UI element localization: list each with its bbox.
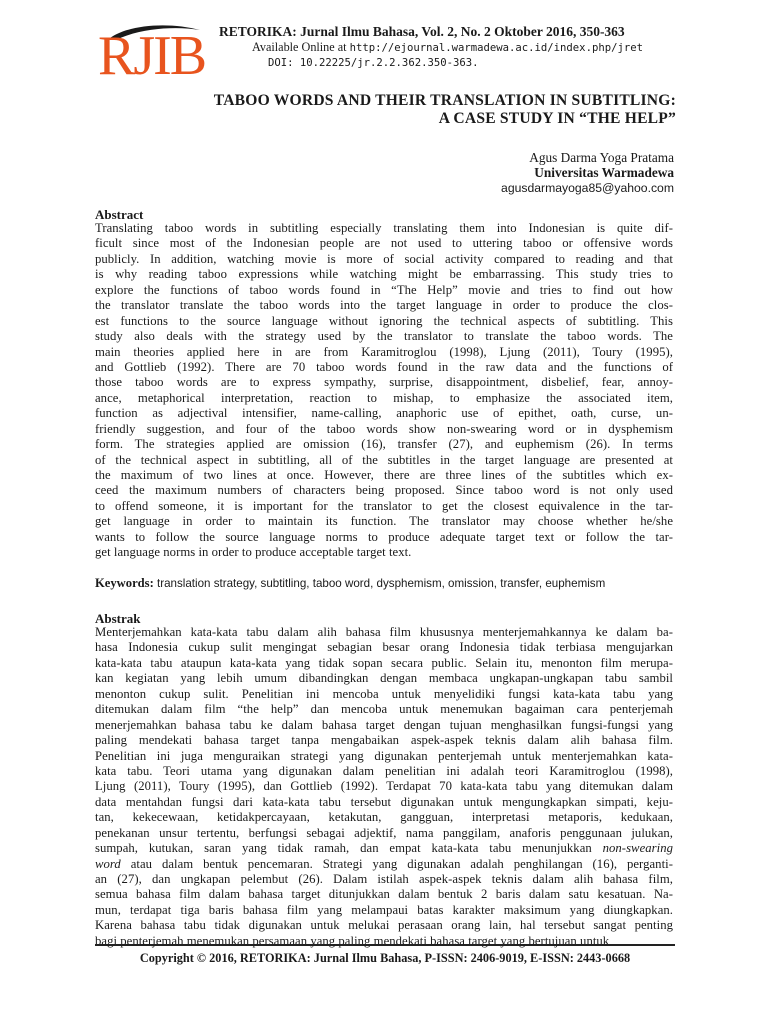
abstract-line: est functions to the source language without ignoring the technical aspects of subtitling. This [95,313,673,328]
abstract-line: get language in order to maintain its function. The translator may choose whether he/she [95,514,673,529]
abstract-line: those taboo words are to express sympathy, surprise, disappointment, disbelief, fear, annoy- [95,375,673,390]
doi-text[interactable]: DOI: 10.22225/jr.2.2.362.350-363. [268,57,479,69]
abstract-line: wants to follow the source language norms to produce adequate target text or follow the tar- [95,529,673,544]
abstrak-line: menerjemahkan bahasa tabu ke dalam bahasa target dengan tujuan menghasilkan fungsi-fungsi yang [95,717,673,732]
abstract-line: main theories applied here in are from Karamitroglou (1998), Ljung (2011), Toury (1995), [95,344,673,359]
abstrak-line: menonton cukup sulit. Penelitian ini mencoba untuk menyelidiki fungsi kata-kata tabu yang [95,686,673,701]
abstract-line: ficult since most of the Indonesian people are not used to uttering taboo or offensive words [95,236,673,251]
abstrak-line: kata tabu. Teori utama yang digunakan dalam penelitian ini adalah teori Karamitroglou (1998), [95,763,673,778]
abstract-line: form. The strategies applied are omission (16), transfer (27), and euphemism (26). In terms [95,437,673,452]
abstract-heading: Abstract [95,207,144,222]
journal-logo [96,16,210,92]
abstract-line: ceed the maximum numbers of characters being proposed. Since taboo word is not only used [95,483,673,498]
abstrak-body [95,625,673,949]
abstract-line: to offend someone, it is important for the translator to get the closest equivalence in the tar- [95,498,673,513]
abstrak-line: an (27), dan ungkapan pelembut (26). Dalam istilah aspek-aspek teknis dalam alih bahasa film, [95,872,673,886]
logo-text: RJIB [98,25,206,87]
abstrak-line: Menterjemahkan kata-kata tabu dalam alih bahasa film khususnya menterjemahkannya ke dalam ba- [95,625,673,639]
abstrak-line: data mentahdan fungsi dari kata-kata tabu tersebut digunakan untuk mengungkapkan simpati, keju- [95,794,673,809]
abstract-line: publicly. In addition, watching movie is more of social activity compared to reading and that [95,251,673,266]
abstrak-line: bagi penterjemah menemukan persamaan yang paling mendekati bahasa target yang bertujuan untuk [95,933,610,948]
abstrak-line: kan kegiatan yang lebih umum dibandingkan dengan membaca ungkapan-ungkapan tabu sambil [95,671,673,686]
abstrak-line: Penelitian ini juga menguraikan strategi yang digunakan penterjemah untuk menterjemahkan kata- [95,748,673,763]
abstract-line: friendly suggestion, and four of the taboo words show non-swearing word or in dysphemism [95,421,673,436]
keywords-text: translation strategy, subtitling, taboo word, dysphemism, omission, transfer, euphemism [153,577,606,590]
abstrak-line: kata-kata tabu ataupun kata-kata yang tidak sopan secara public. Selain itu, menonton film merupa- [95,655,673,670]
abstrak-line: penekanan unsur tertentu, berfungsi sebagai adjektif, nama panggilam, anaforis penggunaan julukan, [95,825,673,840]
copyright-line: Copyright © 2016, RETORIKA: Jurnal Ilmu Bahasa, P-ISSN: 2406-9019, E-ISSN: 2443-0668 [139,951,631,965]
abstract-line: function as adjectival intensifier, name-calling, anaphoric use of epithet, oath, curse, un- [95,406,673,421]
author-affiliation: Universitas Warmadewa [534,165,674,180]
footer-rule [95,944,675,946]
available-online [252,40,652,56]
abstrak-line: word atau dalam bentuk pencemaran. Strategi yang digunakan adalah penghilangan (16), perganti- [95,856,673,871]
abstrak-line: mun, terdapat tiga baris bahasa film yang melampaui batas karakter maksimum yang diungkapkan. [95,902,673,917]
abstract-line: explore the functions of taboo words found in “The Help” movie and tries to find out how [95,282,673,297]
abstrak-line: paling mendekati bahasa target tanpa mengabaikan aspek-aspek teknis dalam alih bahasa film. [95,733,673,748]
abstract-line: get language norms in order to produce acceptable target text. [95,545,412,560]
abstrak-line: sumpah, kutukan, saran yang tidak ramah, dan empat kata-kata tabu menunjukkan non-swearing [95,841,673,856]
keywords-label: Keywords: [95,576,154,590]
keywords-line [95,576,673,591]
available-prefix: Available Online at [252,40,350,54]
abstract-line: the translator translate the taboo words into the target language in order to produce the clos- [95,298,673,313]
abstrak-line: tan, kekecewaan, ketidakpercayaan, ketakutan, gangguan, interpretasi metaporis, kedukaan, [95,810,673,825]
abstrak-italic-term-2: word [95,856,121,871]
abstract-line: study also deals with the strategy used by the translator to translate the taboo words. The [95,329,673,344]
abstrak-line: Ljung (2011), Toury (1995), dan Gottlieb (1992). Terdapat 70 kata-kata tabu yang ditemukan dalam [95,779,673,794]
abstract-body [95,221,673,561]
paper-title-line-1: TABOO WORDS AND THEIR TRANSLATION IN SUBTITLING: [213,92,676,109]
abstrak-line: Karena bahasa tabu tidak digunakan untuk melukai perasaan orang lain, hal tersebut sangat penting [95,918,673,933]
abstrak-line: ditemukan dalam film “the help” dan mencoba untuk menemukan bagaiman cara penterjemah [95,702,673,717]
abstract-line: ance, metaphorical interpretation, reaction to mishap, to emphasize the associated item, [95,390,673,405]
paper-title [110,92,676,128]
abstrak-line: hasa Indonesia cukup sulit mengingat sebagian besar orang Indonesia tidak terbiasa mengujarkan [95,640,673,655]
abstrak-line: semua bahasa film dalam bahasa target ditunjukkan dalam bentuk 2 baris dalam satu kesatuan. Na- [95,887,673,902]
paper-title-line-2: A CASE STUDY IN “THE HELP” [438,110,676,127]
abstract-line: and Gottlieb (1992). There are 70 taboo words found in the raw data and the functions of [95,359,673,374]
journal-citation: RETORIKA: Jurnal Ilmu Bahasa, Vol. 2, No. 2 Oktober 2016, 350-363 [219,24,625,39]
abstract-line: Translating taboo words in subtitling especially translating them into Indonesian is quite dif- [95,221,673,235]
abstrak-italic-term: non-swearing [602,841,673,856]
author-name: Agus Darma Yoga Pratama [529,150,674,165]
journal-url-link[interactable]: http://ejournal.warmadewa.ac.id/index.php/jret [349,42,643,54]
abstract-line: the maximum of two lines at once. However, there are three lines of the subtitles which ex- [95,468,673,482]
abstract-line: is why reading taboo expressions while watching might be embarrassing. This study tries to [95,267,673,282]
author-email[interactable]: agusdarmayoga85@yahoo.com [501,181,674,195]
abstrak-heading: Abstrak [95,611,141,626]
doi-line [268,55,668,71]
abstract-line: of the technical aspect in subtitling, all of the subtitles in the target language are presented at [95,452,673,467]
